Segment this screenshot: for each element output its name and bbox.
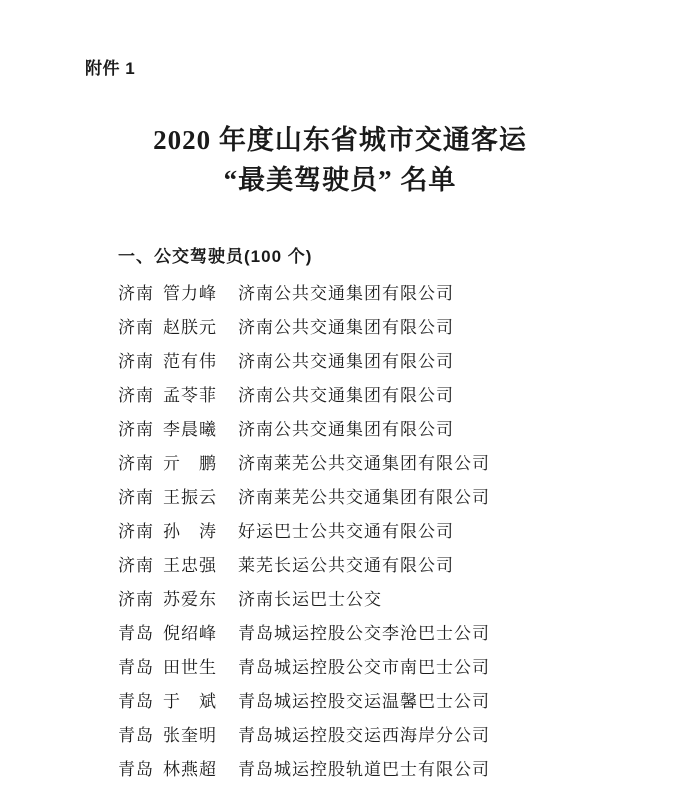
- city-cell: 济南: [118, 521, 154, 541]
- list-item: [118, 546, 638, 580]
- city-cell: 青岛: [118, 691, 154, 711]
- list-item: [118, 478, 638, 512]
- list-item: [118, 308, 638, 342]
- list-item: [118, 614, 638, 648]
- company-cell: 青岛城运控股轨道巴士有限公司: [238, 759, 490, 779]
- attachment-label: 附件 1: [85, 59, 136, 78]
- name-cell: 于 斌: [163, 691, 217, 711]
- list-item: [118, 648, 638, 682]
- city-cell: 济南: [118, 283, 154, 303]
- company-cell: 济南公共交通集团有限公司: [238, 385, 454, 405]
- name-cell: 李晨曦: [163, 419, 217, 439]
- company-cell: 青岛城运控股公交李沧巴士公司: [238, 623, 490, 643]
- company-cell: 济南公共交通集团有限公司: [238, 419, 454, 439]
- list-item: [118, 750, 638, 784]
- company-cell: 济南公共交通集团有限公司: [238, 283, 454, 303]
- city-cell: 济南: [118, 487, 154, 507]
- city-cell: 济南: [118, 351, 154, 371]
- city-cell: 济南: [118, 589, 154, 609]
- city-cell: 济南: [118, 419, 154, 439]
- list-item: [118, 342, 638, 376]
- company-cell: 济南公共交通集团有限公司: [238, 317, 454, 337]
- name-cell: 王振云: [163, 487, 217, 507]
- company-cell: 济南莱芜公共交通集团有限公司: [238, 453, 490, 473]
- name-cell: 孟苓菲: [163, 385, 217, 405]
- company-cell: 青岛城运控股公交市南巴士公司: [238, 657, 490, 677]
- city-cell: 济南: [118, 317, 154, 337]
- city-cell: 济南: [118, 453, 154, 473]
- city-cell: 青岛: [118, 759, 154, 779]
- name-cell: 亓 鹏: [163, 453, 217, 473]
- title-line-2: “最美驾驶员” 名单: [223, 165, 457, 195]
- name-cell: 赵朕元: [163, 317, 217, 337]
- name-cell: 范有伟: [163, 351, 217, 371]
- name-cell: 孙 涛: [163, 521, 217, 541]
- company-cell: 济南长运巴士公交: [238, 589, 382, 609]
- list-item: [118, 682, 638, 716]
- section-heading: 一、公交驾驶员(100 个): [118, 247, 313, 266]
- company-cell: 好运巴士公共交通有限公司: [238, 521, 454, 541]
- list-item: [118, 716, 638, 750]
- name-cell: 苏爱东: [163, 589, 217, 609]
- list-item: [118, 444, 638, 478]
- list-item: [118, 376, 638, 410]
- list-item: [118, 274, 638, 308]
- title-line-1: 2020 年度山东省城市交通客运: [153, 125, 527, 155]
- company-cell: 青岛城运控股交运温馨巴士公司: [238, 691, 490, 711]
- name-cell: 田世生: [163, 657, 217, 677]
- company-cell: 莱芜长运公共交通有限公司: [238, 555, 454, 575]
- city-cell: 青岛: [118, 725, 154, 745]
- document-title: [0, 120, 680, 200]
- name-cell: 王忠强: [163, 555, 217, 575]
- city-cell: 青岛: [118, 623, 154, 643]
- name-cell: 倪绍峰: [163, 623, 217, 643]
- city-cell: 青岛: [118, 657, 154, 677]
- name-cell: 林燕超: [163, 759, 217, 779]
- company-cell: 济南莱芜公共交通集团有限公司: [238, 487, 490, 507]
- driver-list: [118, 274, 638, 784]
- company-cell: 济南公共交通集团有限公司: [238, 351, 454, 371]
- list-item: [118, 410, 638, 444]
- name-cell: 张奎明: [163, 725, 217, 745]
- city-cell: 济南: [118, 555, 154, 575]
- city-cell: 济南: [118, 385, 154, 405]
- name-cell: 管力峰: [163, 283, 217, 303]
- list-item: [118, 512, 638, 546]
- company-cell: 青岛城运控股交运西海岸分公司: [238, 725, 490, 745]
- list-item: [118, 580, 638, 614]
